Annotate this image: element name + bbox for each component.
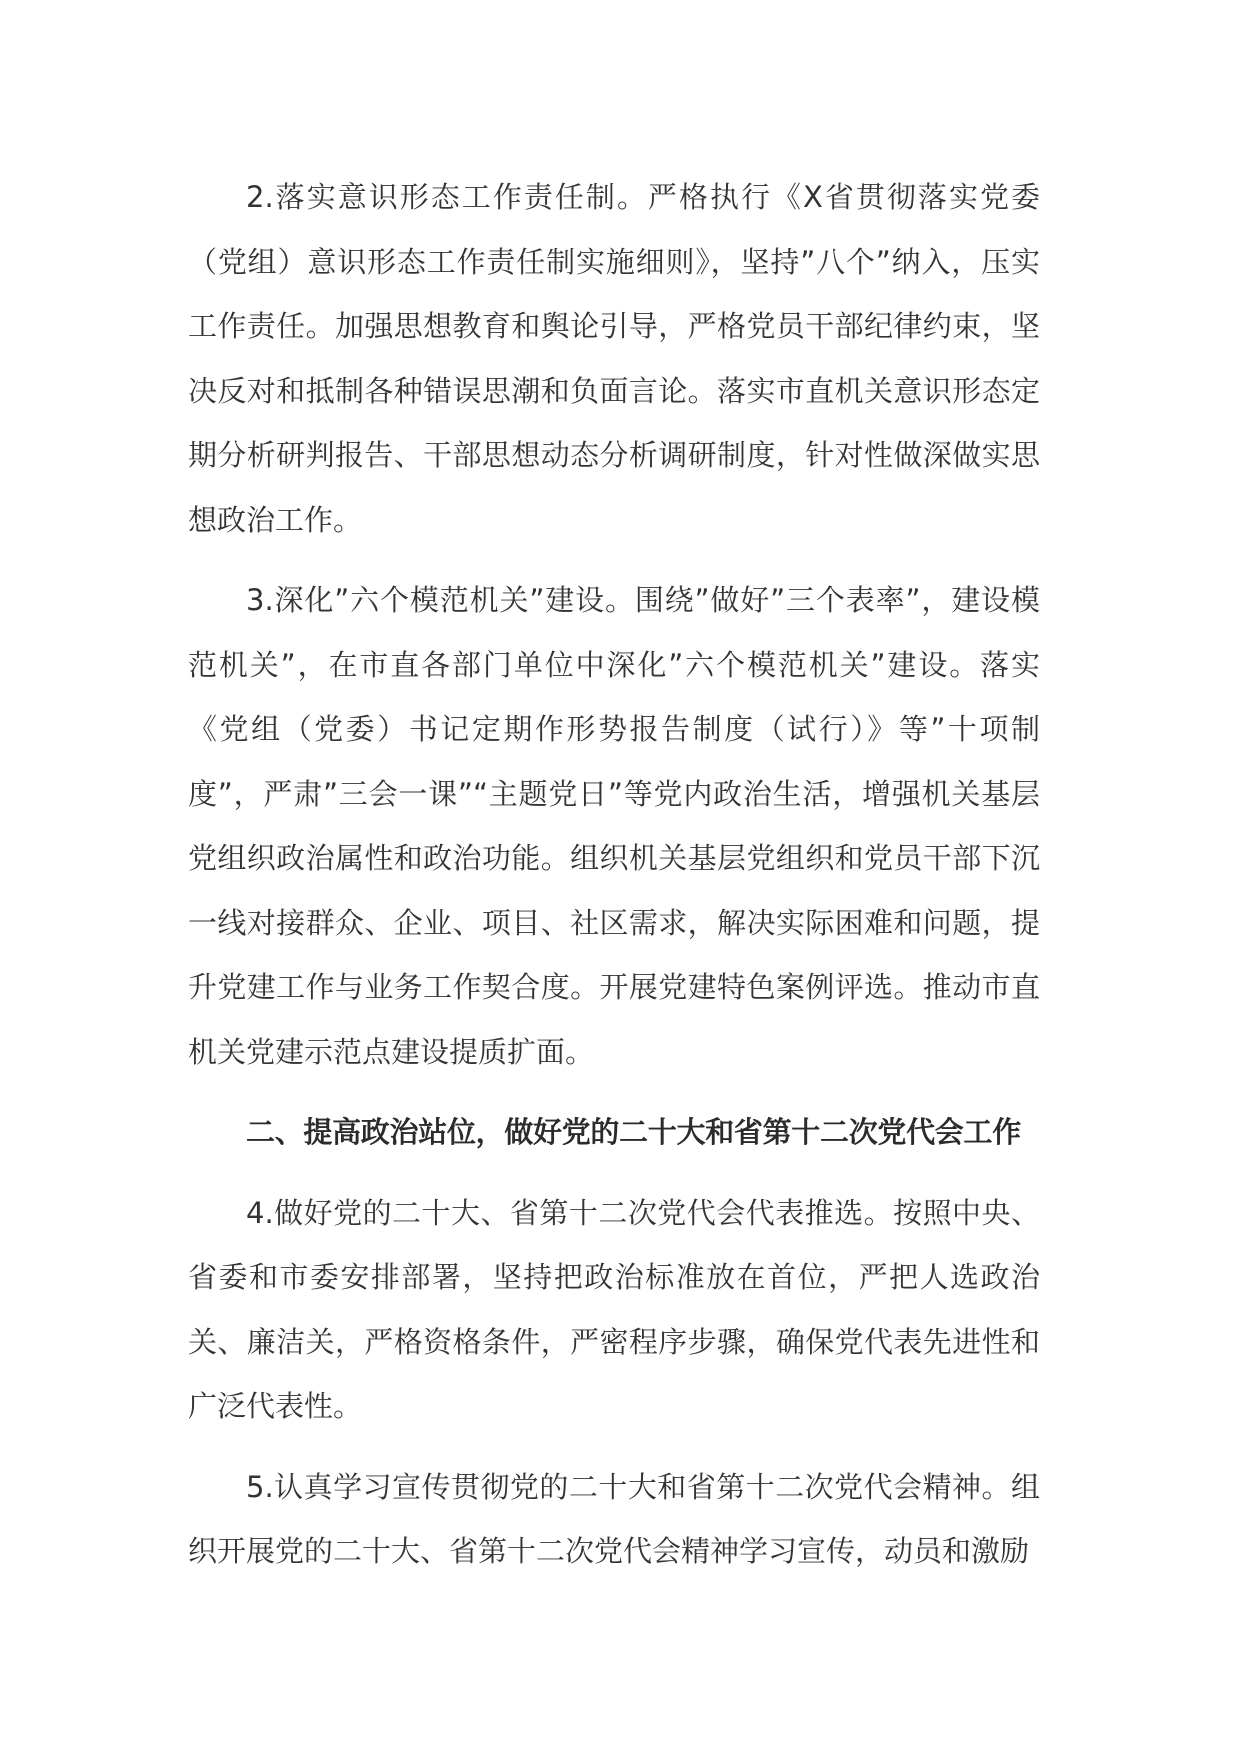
paragraph-item-5: 5.认真学习宣传贯彻党的二十大和省第十二次党代会精神。组织开展党的二十大、省第十二次党代会精神学习宣传，动员和激励 — [188, 1469, 1040, 1568]
paragraph-item-2: 2.落实意识形态工作责任制。严格执行《X省贯彻落实党委（党组）意识形态工作责任制实施细则》，坚持”八个”纳入，压实工作责任。加强思想教育和舆论引导，严格党员干部纪律约束，坚决反对和抵制各种错误思潮和负面言论。落实市直机关意识形态定期分析研判报告、干部思想动态分析调研制度，针对性做深做实思想政治工作。 — [188, 180, 1040, 537]
section-heading: 二、提高政治站位，做好党的二十大和省第十二次党代会工作 — [246, 1115, 1021, 1149]
paragraph-item-3: 3.深化”六个模范机关”建设。围绕”做好”三个表率”，建设模范机关”，在市直各部门单位中深化”六个模范机关”建设。落实《党组（党委）书记定期作形势报告制度（试行）》等”十项制度”，严肃”三会一课”“主题党日”等党内政治生活，增强机关基层党组织政治属性和政治功能。组织机关基层党组织和党员干部下沉一线对接群众、企业、项目、社区需求，解决实际困难和问题，提升党建工作与业务工作契合度。开展党建特色案例评选。推动市直机关党建示范点建设提质扩面。 — [188, 583, 1040, 1069]
paragraph-item-4: 4.做好党的二十大、省第十二次党代会代表推选。按照中央、省委和市委安排部署，坚持把政治标准放在首位，严把人选政治关、廉洁关，严格资格条件，严密程序步骤，确保党代表先进性和广泛代表性。 — [188, 1195, 1040, 1423]
document-body — [188, 165, 1040, 1600]
